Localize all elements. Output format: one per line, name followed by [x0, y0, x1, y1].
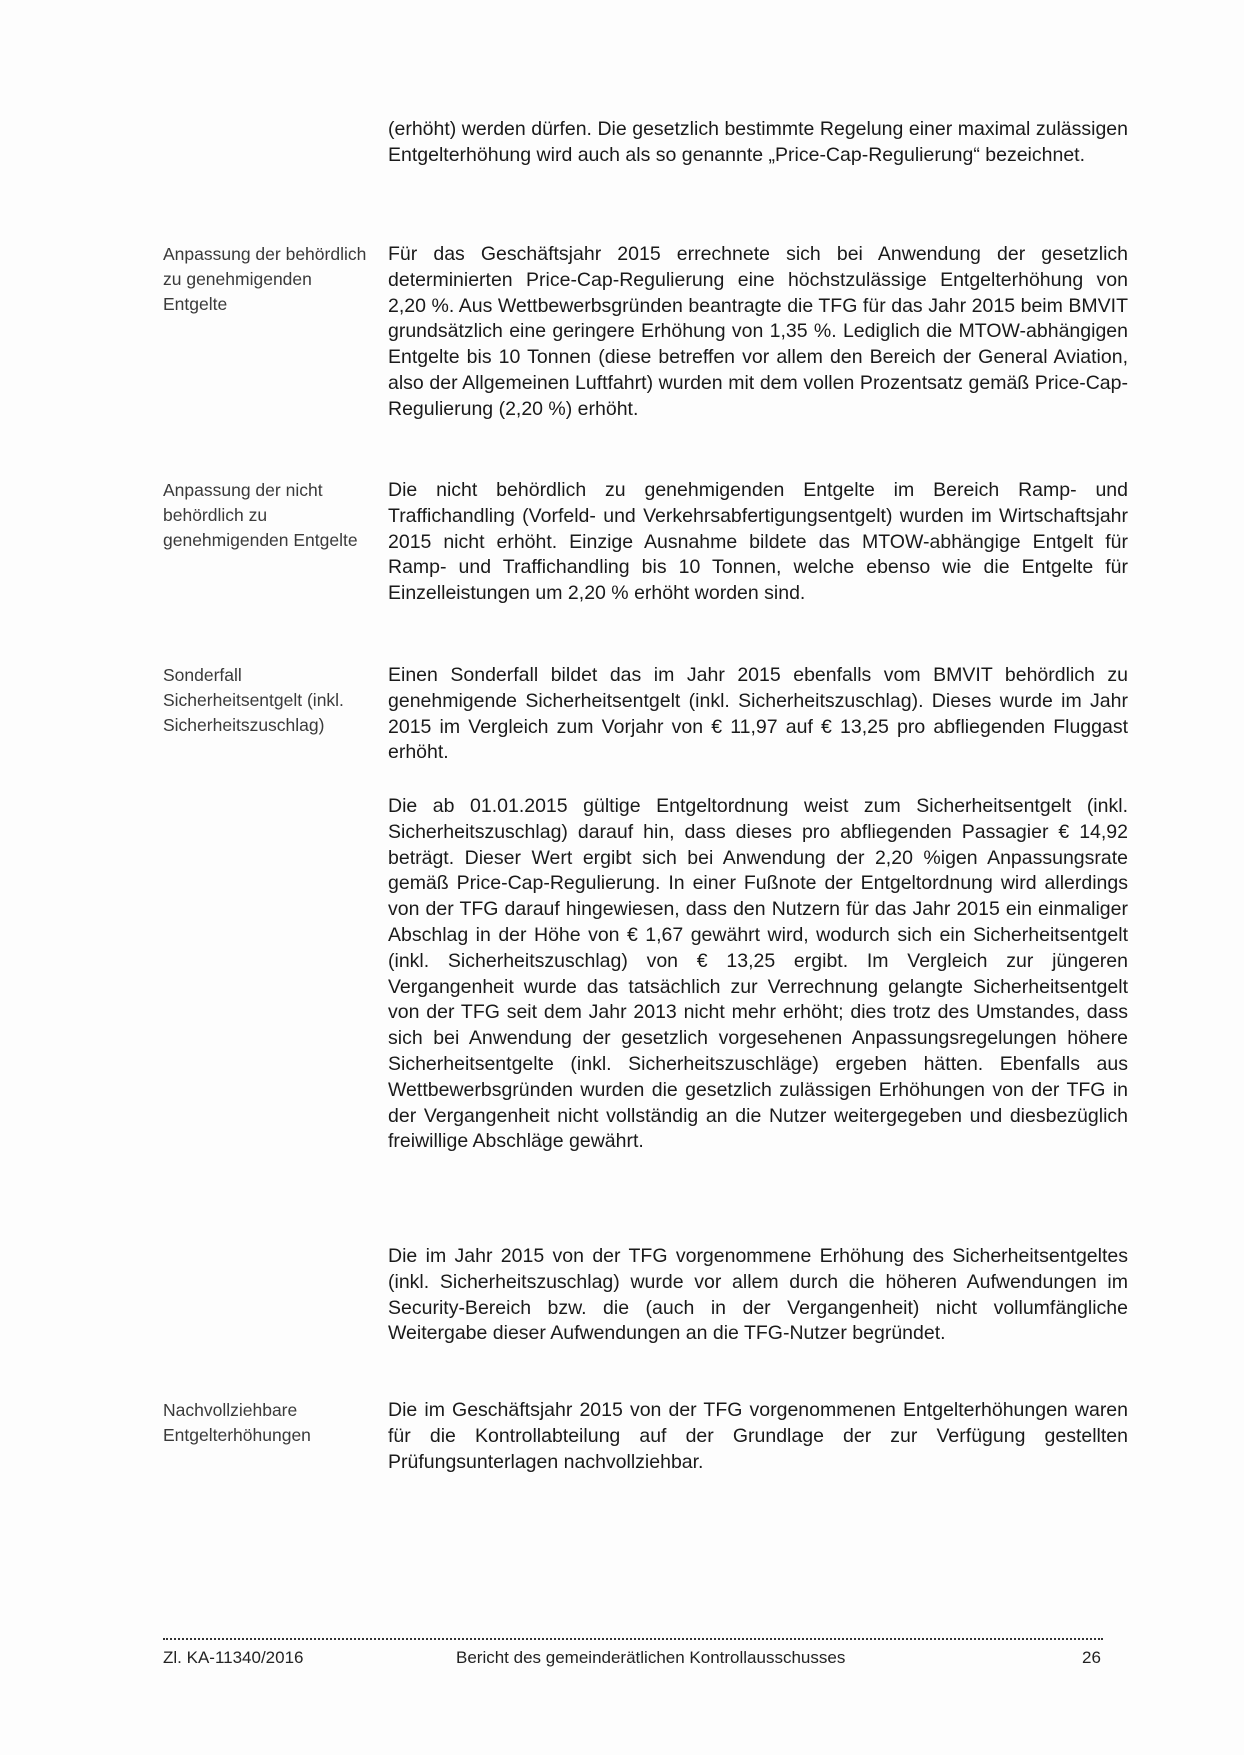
paragraph-security-fee: Einen Sonderfall bildet das im Jahr 2015 ebenfalls vom BMVIT behördlich zu genehmigende Sicherheitsentgelt (inkl. Sicherheitszuschlag). Dieses wurde im Jahr 2015 im Vergleich zum Vorjahr von € 11,97 auf € 13,25 pro abfliegenden Fluggast erhöht.	[388, 664, 1128, 764]
paragraph-security-increase-reason: Die im Jahr 2015 von der TFG vorgenommene Erhöhung des Sicherheitsentgeltes (inkl. Sicherheitszuschlag) wurde vor allem durch die höheren Aufwendungen im Security-Bereich bzw. die (auch in der Vergangenheit) nicht vollumfängliche Weitergabe dieser Aufwendungen an die TFG-Nutzer begründet.	[388, 1245, 1128, 1345]
paragraph-price-cap-intro: (erhöht) werden dürfen. Die gesetzlich bestimmte Regelung einer maximal zulässigen Entgelterhöhung wird auch als so genannte „Price-Cap-Regulierung“ bezeichnet.	[388, 118, 1128, 166]
footer-title: Bericht des gemeinderätlichen Kontrollausschusses	[456, 1648, 846, 1667]
paragraph-traceable-increases: Die im Geschäftsjahr 2015 von der TFG vorgenommenen Entgelterhöhungen waren für die Kontrollabteilung auf der Grundlage der zur Verfügung gestellten Prüfungsunterlagen nachvollziehbar.	[388, 1399, 1128, 1473]
margin-note-security-fee: Sonderfall Sicherheitsentgelt (inkl. Sicherheitszuschlag)	[163, 665, 344, 735]
margin-note-traceable-increases: Nachvollziehbare Entgelterhöhungen	[163, 1400, 311, 1445]
paragraph-fee-schedule: Die ab 01.01.2015 gültige Entgeltordnung weist zum Sicherheitsentgelt (inkl. Sicherheitszuschlag) darauf hin, dass dieses pro abfliegenden Passagier € 14,92 beträgt. Dieser Wert ergibt sich bei Anwendung der 2,20 %igen Anpassungsrate gemäß Price-Cap-Regulierung. In einer Fußnote der Entgeltordnung wird allerdings von der TFG darauf hingewiesen, dass den Nutzern für das Jahr 2015 ein einmaliger Abschlag in der Höhe von € 1,67 gewährt wird, wodurch sich ein Sicherheitsentgelt (inkl. Sicherheitszuschlag) von € 13,25 ergibt. Im Vergleich zur jüngeren Vergangenheit wurde das tatsächlich zur Verrechnung gelangte Sicherheitsentgelt von der TFG seit dem Jahr 2013 nicht mehr erhöht; dies trotz des Umstandes, dass sich bei Anwendung der gesetzlich vorgesehenen Anpassungsregelungen höhere Sicherheitsentgelte (inkl. Sicherheitszuschläge) ergeben hätten. Ebenfalls aus Wettbewerbsgründen wurden die gesetzlich zulässigen Erhöhungen von der TFG in der Vergangenheit nicht vollständig an die Nutzer weitergegeben und diesbezüglich freiwillige Abschläge gewährt.	[388, 795, 1128, 1153]
margin-note-non-approved-fees: Anpassung der nicht behördlich zu genehmigenden Entgelte	[163, 480, 358, 550]
paragraph-approved-fees: Für das Geschäftsjahr 2015 errechnete sich bei Anwendung der gesetzlich determinierten Price-Cap-Regulierung eine höchstzulässige Entgelterhöhung von 2,20 %. Aus Wettbewerbsgründen beantragte die TFG für das Jahr 2015 beim BMVIT grundsätzlich eine geringere Erhöhung von 1,35 %. Lediglich die MTOW-abhängigen Entgelte bis 10 Tonnen (diese betreffen vor allem den Bereich der General Aviation, also der Allgemeinen Luftfahrt) wurden mit dem vollen Prozentsatz gemäß Price-Cap-Regulierung (2,20 %) erhöht.	[388, 243, 1128, 420]
page-number: 26	[1082, 1648, 1101, 1667]
margin-note-approved-fees: Anpassung der behördlich zu genehmigenden Entgelte	[163, 244, 367, 314]
paragraph-non-approved-fees: Die nicht behördlich zu genehmigenden Entgelte im Bereich Ramp- und Traffichandling (Vorfeld- und Verkehrsabfertigungsentgelt) wurden im Wirtschaftsjahr 2015 nicht erhöht. Einzige Ausnahme bildete das MTOW-abhängige Entgelt für Ramp- und Traffichandling bis 10 Tonnen, welche ebenso wie die Entgelte für Einzelleistungen um 2,20 % erhöht worden sind.	[388, 479, 1128, 605]
footer-reference: Zl. KA-11340/2016	[163, 1648, 304, 1667]
footer-divider	[163, 1638, 1103, 1640]
